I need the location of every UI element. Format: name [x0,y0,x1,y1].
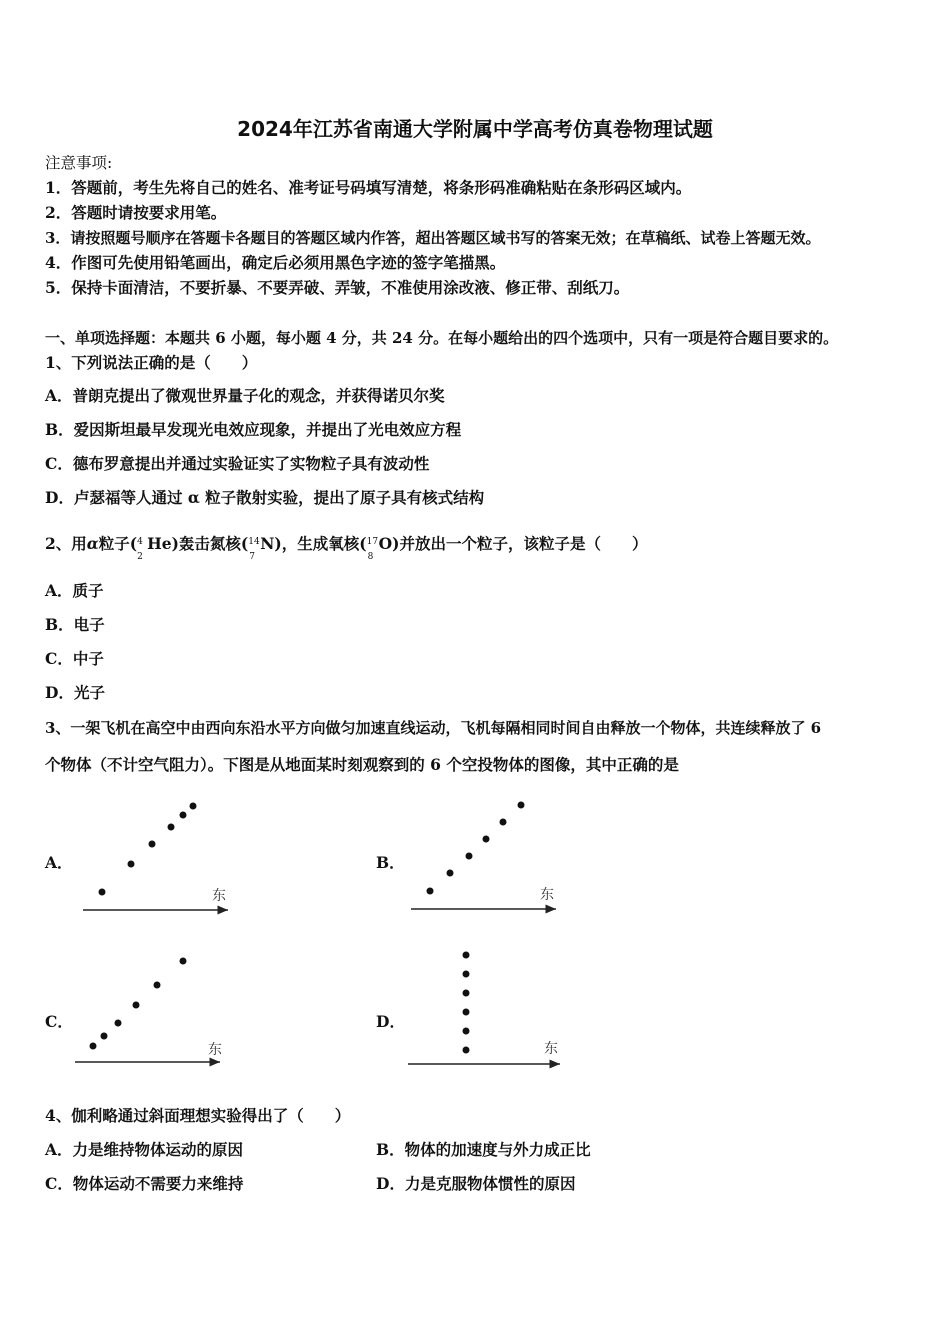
diagram-b-label: B． [376,853,405,872]
q2-text: O)并放出一个粒子，该粒子是（ ） [378,534,648,553]
question-2-option-a: A．质子 [45,581,104,600]
object-dot [463,990,470,997]
diagram-b [411,802,556,910]
question-1-option-d: D．卢瑟福等人通过 α 粒子散射实验，提出了原子具有核式结构 [45,488,485,507]
axis-label-east: 东 [212,888,226,904]
section-heading: 一、单项选择题：本题共 6 小题，每小题 4 分，共 24 分。在每小题给出的四个选项中，只有一项是符合题目要求的。 [45,329,839,347]
q2-text: He)轰击氮核( [147,534,249,553]
he-mass-number: 4 [137,537,143,547]
question-4-option-c: C．物体运动不需要力来维持 [45,1174,244,1193]
diagram-d-label: D． [376,1012,405,1031]
object-dot [447,870,454,877]
notice-item: 4．作图可先使用铅笔画出，确定后必须用黑色字迹的签字笔描黑。 [45,253,506,272]
question-4-option-a: A．力是维持物体运动的原因 [45,1140,244,1159]
q2-text: 粒子( [98,534,138,553]
object-dot [101,1033,108,1040]
axis-label-east: 东 [544,1041,558,1057]
object-dot [518,802,525,809]
object-dot [466,853,473,860]
notice-item: 5．保持卡面清洁，不要折暴、不要弄破、弄皱，不准使用涂改液、修正带、刮纸刀。 [45,278,630,297]
axis-label-east: 东 [540,887,554,903]
object-dot [463,1028,470,1035]
question-1-option-a: A．普朗克提出了微观世界量子化的观念，并获得诺贝尔奖 [45,386,445,405]
object-dot [115,1020,122,1027]
object-dot [190,803,197,810]
diagram-c-label: C． [45,1012,73,1031]
diagram-d [408,952,560,1065]
n-atomic-number: 7 [249,552,255,562]
question-1-option-c: C．德布罗意提出并通过实验证实了实物粒子具有波动性 [45,454,430,473]
notice-heading: 注意事项: [45,154,113,172]
object-dot [463,1047,470,1054]
object-dot [154,982,161,989]
question-1-option-b: B．爱因斯坦最早发现光电效应现象，并提出了光电效应方程 [45,420,462,439]
page-title: 2024年江苏省南通大学附属中学高考仿真卷物理试题 [237,117,713,141]
object-dot [128,861,135,868]
alpha-symbol: α [86,534,99,553]
object-dot [463,971,470,978]
object-dot [180,958,187,965]
object-dot [168,824,175,831]
notice-item: 3．请按照题号顺序在答题卡各题目的答题区域内作答，超出答题区域书写的答案无效；在草稿纸、试卷上答题无效。 [45,229,821,247]
question-2-option-b: B．电子 [45,615,105,634]
diagram-a-label: A． [45,853,73,872]
object-dot [500,819,507,826]
n-mass-number: 14 [248,537,260,547]
question-4-option-b: B．物体的加速度与外力成正比 [376,1140,591,1159]
question-4-stem: 4、伽利略通过斜面理想实验得出了（ ） [45,1106,351,1125]
diagram-a [83,803,228,911]
object-dot [180,812,187,819]
question-4-option-d: D．力是克服物体惯性的原因 [376,1174,576,1193]
axis-label-east: 东 [208,1042,222,1058]
he-atomic-number: 2 [137,552,143,562]
question-1-stem: 1、下列说法正确的是（ ） [45,353,258,372]
object-dot [463,1009,470,1016]
object-dot [427,888,434,895]
question-2-option-c: C．中子 [45,649,104,668]
notice-item: 1．答题前，考生先将自己的姓名、准考证号码填写清楚，将条形码准确粘贴在条形码区域内。 [45,178,692,197]
diagram-c [75,958,220,1063]
object-dot [90,1043,97,1050]
object-dot [463,952,470,959]
question-2-option-d: D．光子 [45,683,105,702]
o-atomic-number: 8 [367,552,374,562]
q2-text: N)，生成氧核( [260,534,367,553]
question-3-stem-line1: 3、一架飞机在高空中由西向东沿水平方向做匀加速直线运动，飞机每隔相同时间自由释放一个物体，共连续释放了 6 [45,719,822,737]
notice-item: 2．答题时请按要求用笔。 [45,203,227,222]
object-dot [133,1002,140,1009]
object-dot [483,836,490,843]
object-dot [99,889,106,896]
q2-text: 2、用 [45,534,87,553]
object-dot [149,841,156,848]
question-3-stem-line2: 个物体（不计空气阻力）。下图是从地面某时刻观察到的 6 个空投物体的图像，其中正确的是 [45,755,679,774]
o-mass-number: 17 [366,537,379,547]
